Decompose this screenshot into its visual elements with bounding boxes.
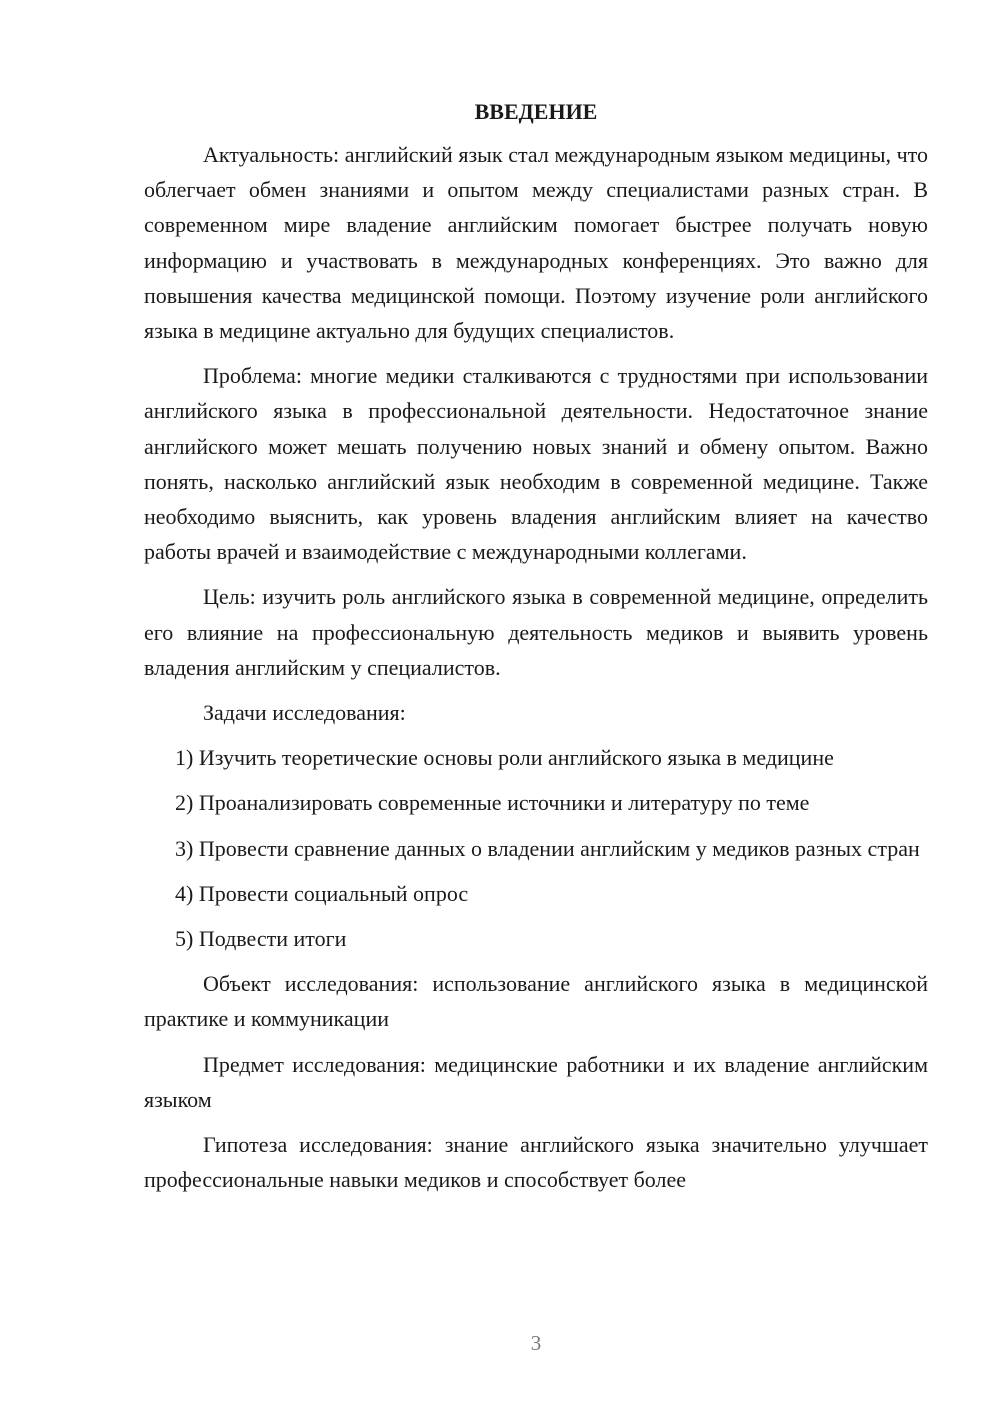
task-item-4: 4) Провести социальный опрос bbox=[175, 880, 469, 906]
hypothesis-paragraph: Гипотеза исследования: знание английского языка значительно улучшает профессиональные навыки медиков и способствует более bbox=[144, 1132, 928, 1193]
object-paragraph: Объект исследования: использование английского языка в медицинской практике и коммуникации bbox=[144, 971, 928, 1032]
problem-paragraph: Проблема: многие медики сталкиваются с трудностями при использовании английского языка в профессиональной деятельности. Недостаточное знание английского может мешать получению новых знаний и обмену опытом. Важно понять, насколько английский язык необходим в современной медицине. Также необходимо выяснить, как уровень владения английским влияет на качество работы врачей и взаимодействие с международными коллегами. bbox=[144, 363, 928, 565]
relevance-paragraph: Актуальность: английский язык стал международным языком медицины, что облегчает обмен знаниями и опытом между специалистами разных стран. В современном мире владение английским помогает быстрее получать новую информацию и участвовать в международных конференциях. Это важно для повышения качества медицинской помощи. Поэтому изучение роли английского языка в медицине актуально для будущих специалистов. bbox=[144, 142, 928, 344]
task-item-3: 3) Провести сравнение данных о владении английским у медиков разных стран bbox=[175, 835, 920, 861]
task-item-5: 5) Подвести итоги bbox=[175, 926, 347, 952]
page-number: 3 bbox=[530, 1331, 542, 1355]
subject-paragraph: Предмет исследования: медицинские работники и их владение английским языком bbox=[144, 1051, 928, 1112]
page-title: ВВЕДЕНИЕ bbox=[474, 99, 598, 124]
task-item-1: 1) Изучить теоретические основы роли английского языка в медицине bbox=[175, 745, 834, 771]
page-content bbox=[144, 94, 928, 1207]
tasks-heading: Задачи исследования: bbox=[203, 700, 406, 726]
task-item-2: 2) Проанализировать современные источники и литературу по теме bbox=[175, 790, 810, 816]
goal-paragraph: Цель: изучить роль английского языка в современной медицине, определить его влияние на профессиональную деятельность медиков и выявить уровень владения английским у специалистов. bbox=[144, 584, 928, 680]
